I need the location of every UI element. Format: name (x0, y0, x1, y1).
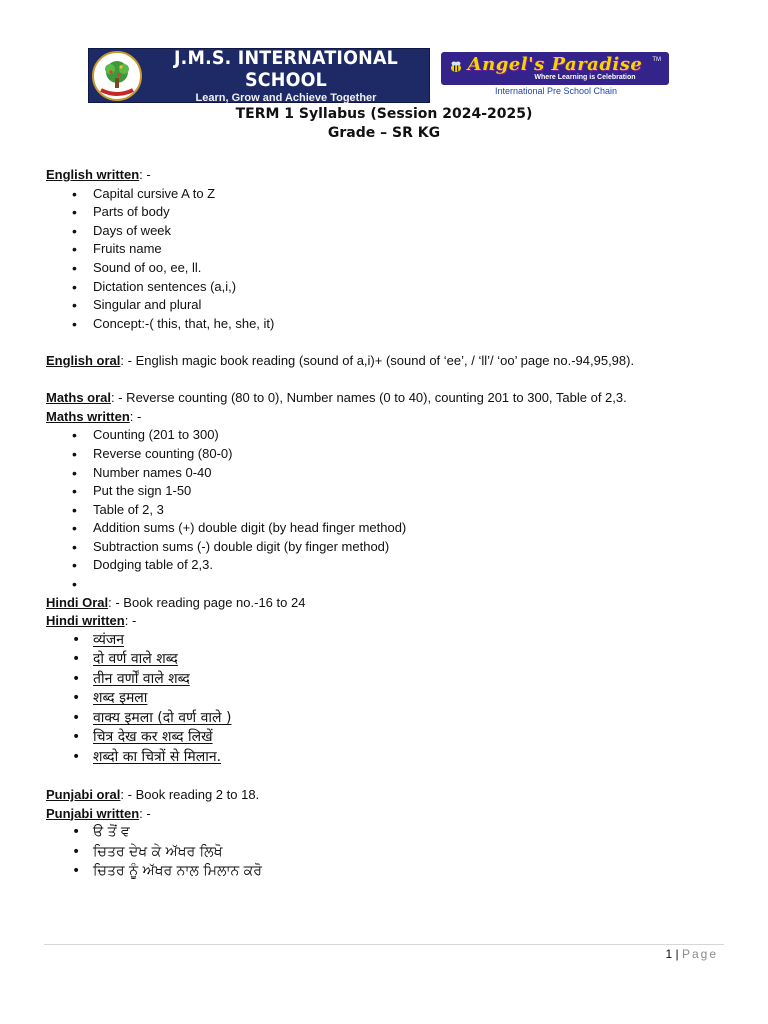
list-item: • तीन वर्णों वाले शब्द (72, 670, 736, 690)
list-item: • ਚਿਤਰ ਦੇਖ ਕੇ ਅੱਖਰ ਲਿਖੋ (72, 843, 736, 863)
list-item: • शब्द इमला (72, 689, 736, 709)
list-item: • Concept:-( this, that, he, she, it) (72, 315, 736, 334)
page-word: Page (681, 947, 718, 961)
page-separator: | (672, 947, 682, 961)
heading-suffix: : - (139, 167, 151, 182)
list-item: • दो वर्ण वाले शब्द (72, 650, 736, 670)
maths-written-heading: Maths written (46, 408, 130, 424)
hindi-written-heading: Hindi written (46, 613, 125, 629)
school-tagline: Learn, Grow and Achieve Together (195, 91, 377, 104)
syllabus-content (46, 166, 736, 882)
document-title (0, 105, 768, 143)
page-number: 1 (665, 947, 673, 961)
hindi-oral-text: : - Book reading page no.-16 to 24 (108, 594, 306, 610)
hindi-written-heading-line (46, 612, 736, 631)
list-item: • चित्र देख कर शब्द लिखें (72, 728, 736, 748)
list-item: • Parts of body (72, 203, 736, 222)
footer-divider (44, 944, 724, 945)
list-item: • Singular and plural (72, 296, 736, 315)
list-item: • ਚਿਤਰ ਨੂੰ ਅੱਖਰ ਨਾਲ ਮਿਲਾਨ ਕਰੋ (72, 862, 736, 882)
english-oral-heading: English oral (46, 352, 121, 368)
list-item: • Subtraction sums (-) double digit (by finger method) (72, 538, 736, 557)
list-item: • Days of week (72, 222, 736, 241)
punjabi-written-heading: Punjabi written (46, 805, 140, 821)
list-item: • Reverse counting (80-0) (72, 445, 736, 464)
partner-chain-text: International Pre School Chain (494, 86, 618, 96)
punjabi-written-list (46, 823, 736, 882)
trademark-mark: TM (652, 57, 661, 63)
list-item: • Fruits name (72, 240, 736, 259)
maths-oral-heading: Maths oral (46, 390, 112, 406)
hindi-oral-heading: Hindi Oral (46, 594, 109, 610)
list-item: • Sound of oo, ee, ll. (72, 259, 736, 278)
partner-name: Angel's Paradise (467, 53, 643, 75)
header-logos (88, 48, 672, 104)
grade-title: Grade – SR KG (327, 125, 441, 141)
list-item: • Dodging table of 2,3. (72, 556, 736, 575)
punjabi-oral-text: : - Book reading 2 to 18. (120, 786, 260, 802)
list-item: • Counting (201 to 300) (72, 426, 736, 445)
list-item: • Table of 2, 3 (72, 501, 736, 520)
heading-suffix: : - (139, 805, 151, 821)
english-oral-line (46, 352, 736, 371)
punjabi-oral-heading: Punjabi oral (46, 786, 121, 802)
heading-suffix: : - (124, 613, 137, 629)
partner-logo (440, 48, 672, 104)
list-item: • Number names 0-40 (72, 464, 736, 483)
heading-suffix: : - (129, 408, 142, 424)
partner-tagline: Where Learning is Celebration (534, 73, 636, 81)
maths-oral-text: : - Reverse counting (80 to 0), Number names (0 to 40), counting 201 to 300, Table of 2,3. (111, 390, 627, 406)
punjabi-oral-line (46, 786, 736, 805)
list-item: • शब्दो का चित्रों से मिलान. (72, 748, 736, 768)
list-item: • वाक्य इमला (दो वर्ण वाले ) (72, 709, 736, 729)
page-footer (665, 947, 718, 961)
english-written-heading: English written (46, 167, 140, 182)
list-item: • ੳ ਤੋਂ ਵ (72, 823, 736, 843)
school-name: J.M.S. INTERNATIONAL SCHOOL (173, 46, 399, 91)
list-item: • Put the sign 1-50 (72, 482, 736, 501)
list-item: • व्यंजन (72, 631, 736, 651)
syllabus-title: TERM 1 Syllabus (Session 2024-2025) (235, 106, 533, 122)
list-item: • Capital cursive A to Z (72, 185, 736, 204)
list-item: • Addition sums (+) double digit (by head finger method) (72, 519, 736, 538)
english-written-heading-line (46, 166, 736, 185)
school-banner (88, 48, 430, 103)
school-crest-logo (91, 50, 143, 102)
english-written-list (46, 185, 736, 334)
hindi-written-list (46, 631, 736, 768)
bee-icon (449, 60, 463, 74)
punjabi-written-heading-line (46, 805, 736, 824)
maths-written-heading-line (46, 408, 736, 427)
maths-written-list (46, 426, 736, 593)
maths-oral-line (46, 389, 736, 408)
hindi-oral-line (46, 594, 736, 613)
list-item-empty (72, 575, 736, 594)
list-item: • Dictation sentences (a,i,) (72, 278, 736, 297)
english-oral-text: : - English magic book reading (sound of a,i)+ (sound of ‘ee’, / ‘ll’/ ‘oo’ page no.-94,95,98). (120, 352, 635, 368)
